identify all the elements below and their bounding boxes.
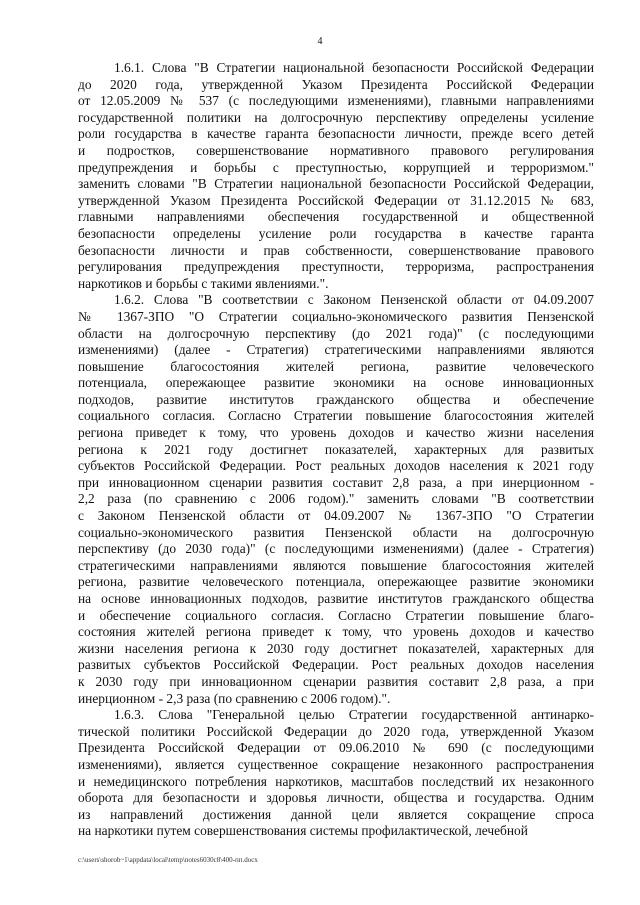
- document-body: [78, 60, 594, 840]
- text-line: субъектов Российской Федерации. Рост реальных доходов населения к 2021 году: [78, 458, 594, 474]
- text-line: и немедицинского потребления наркотиков, масштабов последствий их незаконного: [78, 773, 594, 789]
- text-line: тической политики Российской Федерации до 2020 года, утвержденной Указом: [78, 723, 594, 739]
- text-line: стратегическими направлениями являются повышение благосостояния жителей: [78, 557, 594, 573]
- text-line: к 2030 году при инновационном сценарии развития составит 2,8 раза, а при: [78, 673, 594, 689]
- text-line: региона к 2021 году достигнет показателей, характерных для развитых: [78, 441, 594, 457]
- text-line: роли государства в качестве гаранта безопасности личности, прежде всего детей: [78, 126, 594, 142]
- text-line: на основе инновационных подходов, развитие институтов гражданского общества: [78, 591, 594, 606]
- text-line: главными направлениями обеспечения государственной и общественной: [78, 209, 594, 225]
- text-line: жизни населения региона к 2030 году достигнет показателей, характерных для: [78, 640, 594, 656]
- text-line: инерционном - 2,3 раза (по сравнению с 2006 годом).".: [78, 690, 391, 706]
- text-line: безопасности личности и прав собственности, совершенствование правового: [78, 242, 594, 258]
- text-line: и подростков, совершенствование нормативного правового регулирования: [78, 142, 594, 158]
- text-line: региона, развитие человеческого потенциала, опережающее развитие экономики: [78, 574, 594, 590]
- text-line: безопасности определены усиление роли государства в качестве гаранта: [78, 225, 594, 241]
- text-line: 1.6.3. Слова "Генеральной целью Стратегии государственной антинарко-: [114, 707, 594, 723]
- text-line: утвержденной Указом Президента Российской Федерации от 31.12.2015 № 683,: [78, 192, 594, 208]
- text-line: подходов, развитие институтов гражданского общества и обеспечение: [78, 391, 594, 407]
- text-line: повышение благосостояния жителей региона, развитие человеческого: [78, 358, 594, 374]
- text-line: 2,2 раза (по сравнению с 2006 годом)." заменить словами "В соответствии: [78, 491, 594, 507]
- text-line: состояния жителей региона приведет к тому, что уровень доходов и качество: [78, 624, 594, 640]
- text-line: оборота для безопасности и здоровья личности, общества и государства. Одним: [78, 790, 594, 806]
- text-line: на наркотики путем совершенствования системы профилактической, лечебной: [78, 823, 528, 839]
- text-line: социального согласия. Согласно Стратегии повышение благосостояния жителей: [78, 408, 594, 424]
- text-line: заменить словами "В Стратегии национальной безопасности Российской Федерации,: [78, 176, 594, 192]
- text-line: области на долгосрочную перспективу (до 2021 года)" (с последующими: [78, 325, 594, 341]
- paragraph-p162: [78, 292, 594, 707]
- text-line: 1.6.2. Слова "В соответствии с Законом Пензенской области от 04.09.2007: [114, 292, 594, 308]
- page-number: 4: [317, 36, 323, 47]
- paragraph-p161: [78, 60, 594, 292]
- text-line: и обеспечение социального согласия. Согласно Стратегии повышение благо-: [78, 607, 594, 623]
- text-line: государственной политики на долгосрочную перспективу определены усиление: [78, 109, 594, 125]
- text-line: из направлений достижения данной цели является сокращение спроса: [78, 806, 594, 822]
- paragraph-container: [78, 60, 594, 840]
- text-line: перспективу (до 2030 года)" (с последующими изменениями) (далее - Стратегия): [78, 541, 594, 557]
- paragraph-p163: [78, 707, 594, 840]
- text-line: предупреждения и борьбы с преступностью, коррупцией и терроризмом.": [78, 159, 594, 175]
- text-line: изменениями) (далее - Стратегия) стратегическими направлениями являются: [78, 342, 594, 358]
- text-line: от 12.05.2009 № 537 (с последующими изменениями), главными направлениями: [78, 93, 594, 109]
- text-line: развитых субъектов Российской Федерации. Рост реальных доходов населения: [78, 657, 594, 673]
- text-line: 1.6.1. Слова "В Стратегии национальной безопасности Российской Федерации: [114, 60, 594, 75]
- text-line: Президента Российской Федерации от 09.06.2010 № 690 (с последующими: [78, 740, 594, 756]
- footer-file-path: c:\users\shorob~1\appdata\local\temp\notes6030c8\400-пп.docx: [78, 856, 258, 864]
- text-line: до 2020 года, утвержденной Указом Президента Российской Федерации: [78, 76, 594, 92]
- text-line: социально-экономического развития Пензенской области на долгосрочную: [78, 524, 594, 540]
- text-line: № 1367-ЗПО "О Стратегии социально-экономического развития Пензенской: [78, 308, 594, 324]
- text-line: при инновационном сценарии развития составит 2,8 раза, а при инерционном -: [78, 474, 594, 490]
- text-line: с Законом Пензенской области от 04.09.2007 № 1367-ЗПО "О Стратегии: [78, 508, 594, 524]
- text-line: потенциала, опережающее развитие экономики на основе инновационных: [78, 375, 594, 391]
- text-line: наркотиков и борьбы с такими явлениями.".: [78, 275, 329, 291]
- text-line: изменениями), является существенное сокращение незаконного распространения: [78, 756, 594, 772]
- text-line: региона приведет к тому, что уровень доходов и качество жизни населения: [78, 425, 594, 441]
- text-line: регулирования предупреждения преступности, терроризма, распространения: [78, 259, 594, 275]
